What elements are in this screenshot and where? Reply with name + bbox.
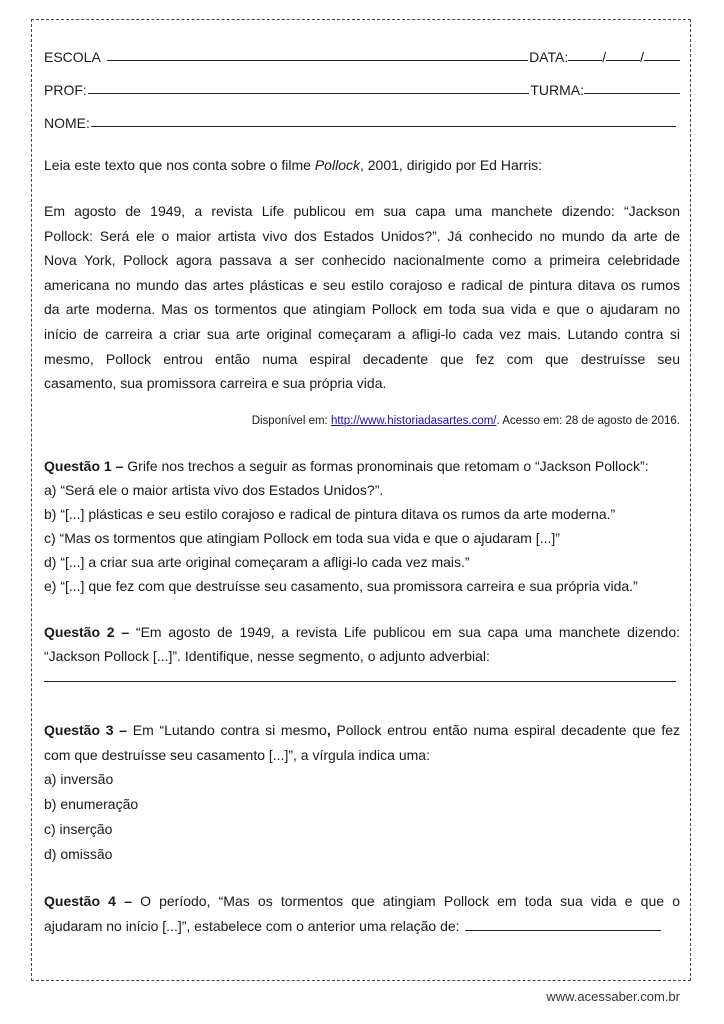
data-month-field[interactable]	[606, 60, 640, 61]
passage-line: mesmo, Pollock entrou então numa espiral decadente que fez com que destruísse seu	[44, 350, 680, 367]
question-4-label: Questão 4 –	[44, 893, 132, 910]
question-1	[44, 454, 680, 478]
q3-option[interactable]: a) inversão	[44, 771, 114, 788]
film-title: Pollock	[314, 157, 360, 173]
date-separator: /	[640, 49, 644, 65]
question-2-label: Questão 2 –	[44, 623, 130, 640]
q1-option: d) “[...] a criar sua arte original começaram a afligi-lo cada vez mais.”	[44, 553, 470, 570]
question-2	[44, 620, 680, 669]
data-label: DATA:	[529, 49, 569, 65]
turma-field[interactable]	[584, 93, 680, 94]
escola-row	[44, 41, 680, 65]
q3-option[interactable]: c) inserção	[44, 821, 113, 838]
nome-label: NOME:	[44, 115, 90, 131]
nome-row	[44, 107, 680, 131]
escola-field[interactable]	[107, 60, 528, 61]
q1-option: e) “[...] que fez com que destruísse seu casamento, sua promissora carreira e sua própria vida.”	[44, 577, 638, 594]
source-prefix: Disponível em:	[251, 414, 331, 427]
q3-option[interactable]: d) omissão	[44, 846, 113, 863]
q3-option[interactable]: b) enumeração	[44, 796, 139, 813]
question-2-line: “Jackson Pollock [...]”. Identifique, nesse segmento, o adjunto adverbial:	[44, 648, 490, 665]
question-4	[44, 889, 680, 938]
nome-field[interactable]	[91, 126, 676, 127]
passage-line: Pollock: Será ele o maior artista vivo dos Estados Unidos?”. Já conhecido no mundo da arte de	[44, 227, 680, 244]
prof-label: PROF:	[44, 82, 87, 98]
passage-line: Em agosto de 1949, a revista Life publicou em sua capa uma manchete dizendo: “Jackson	[44, 203, 680, 219]
site-footer: www.acessaber.com.br	[546, 989, 680, 1004]
prof-field[interactable]	[88, 93, 530, 94]
question-1-label: Questão 1 –	[44, 457, 124, 474]
question-1-text: Grife nos trechos a seguir as formas pronominais que retomam o “Jackson Pollock”:	[123, 457, 649, 474]
question-2-line: Questão 2 – “Em agosto de 1949, a revista Life publicou em sua capa uma manchete dizendo:	[44, 623, 681, 640]
question-3-label: Questão 3 –	[44, 721, 128, 738]
q1-option: b) “[...] plásticas e seu estilo corajoso e radical de pintura ditava os rumos da arte moderna.”	[44, 505, 616, 522]
source-suffix: . Acesso em: 28 de agosto de 2016.	[496, 414, 680, 427]
data-year-field[interactable]	[644, 60, 680, 61]
question-4-line: ajudaram no início [...]”, estabelece com o anterior uma relação de:	[44, 914, 680, 939]
source-citation	[44, 412, 680, 430]
passage-line: americana no mundo das artes plásticas e seu estilo corajoso e radical de pintura ditava os rumos	[44, 276, 680, 293]
passage-line: da arte moderna. Mas os tormentos que atingiam Pollock em toda sua vida e que o ajudaram no	[44, 301, 680, 318]
q1-option: c) “Mas os tormentos que atingiam Pollock em toda sua vida e que o ajudaram [...]”	[44, 529, 560, 546]
turma-label: TURMA:	[530, 82, 584, 98]
question-3	[44, 718, 680, 767]
bold-comma: ,	[326, 721, 331, 738]
question-4-line: Questão 4 – O período, “Mas os tormentos que atingiam Pollock em toda sua vida e que o	[44, 893, 680, 910]
source-link[interactable]: http://www.historiadasartes.com/	[330, 414, 497, 427]
passage-line: casamento, sua promissora carreira e sua própria vida.	[44, 375, 387, 392]
intro-suffix: , 2001, dirigido por Ed Harris:	[359, 157, 543, 173]
passage-line: início de carreira a criar sua arte original começaram a afligi-lo cada vez mais. Lutando contra si	[44, 325, 680, 342]
data-day-field[interactable]	[568, 60, 602, 61]
q4-answer-blank[interactable]	[465, 930, 661, 931]
intro-text	[44, 153, 680, 177]
passage	[44, 199, 680, 396]
prof-row	[44, 74, 680, 98]
q1-option: a) “Será ele o maior artista vivo dos Estados Unidos?”.	[44, 481, 384, 498]
escola-label: ESCOLA	[44, 49, 101, 65]
worksheet	[44, 41, 680, 938]
passage-line: Nova York, Pollock agora passava a ser conhecido nacionalmente como a primeira celebridade	[44, 252, 680, 269]
intro-prefix: Leia este texto que nos conta sobre o filme	[44, 157, 315, 173]
question-3-line: Questão 3 – Em “Lutando contra si mesmo, Pollock entrou então numa espiral decadente que fez	[44, 721, 680, 738]
date-separator: /	[602, 49, 607, 65]
question-3-line: com que destruísse seu casamento [...]”, a vírgula indica uma:	[44, 746, 430, 763]
